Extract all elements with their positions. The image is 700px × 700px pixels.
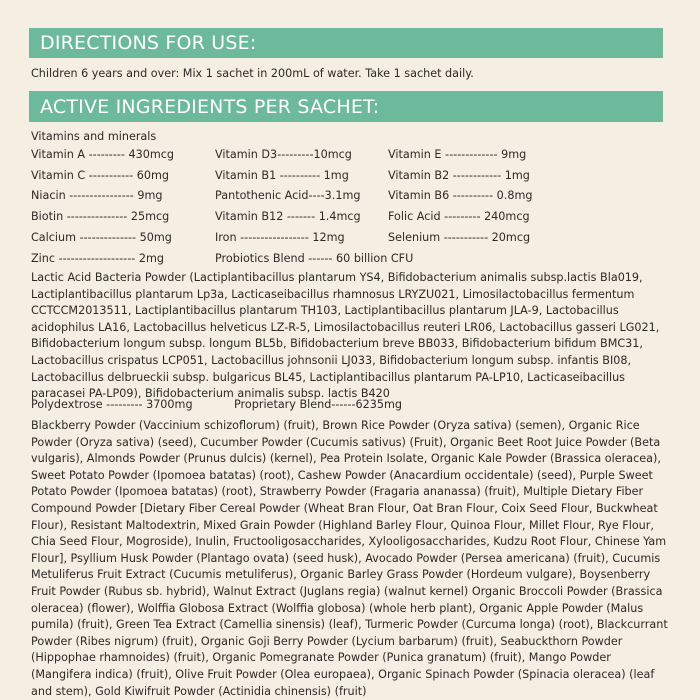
probiotics-ingredients-text: Lactic Acid Bacteria Powder (Lactiplantibacillus plantarum YS4, Bifidobacterium animalis subsp.lactis Bla019, Lactiplantibacillus plantarum Lp3a, Lacticaseibacillus rhamnosus LRYZU021, Limosilactobacillus fermentum CCTCCM2013511, Lactiplantibacillus plantarum TH103, Lactiplantibacillus plantarum JLA-9, Lactobacillus acidophilus LA16, Lactobacillus helveticus LZ-R-5, Limosilactobacillus reuteri LR06, Lactobacillus gasseri LG021, Bifidobacterium longum subsp. longum BL5b, Bifidobacterium breve BB033, Bifidobacterium bifidum BMC31, Lactobacillus crispatus LCP051, Lactobacillus johnsonii LJ033, Bifidobacterium longum subsp. infantis BI08, Lactobacillus delbrueckii subsp. bulgaricus BL45, Lactiplantibacillus plantarum PA-LP10, Lacticaseibacillus paracasei PA-LP09), Bifidobacterium animalis subsp. lactis B420	[31, 271, 660, 401]
ingredients-heading: ACTIVE INGREDIENTS PER SACHET:	[29, 91, 663, 122]
vitamins-minerals-heading: Vitamins and minerals	[31, 130, 157, 143]
nutrient-probiotics-blend: Probiotics Blend ------ 60 billion CFU	[215, 252, 414, 265]
proprietary-blend-line: Proprietary Blend------6235mg	[234, 398, 403, 411]
blend-ingredients-text: Blackberry Powder (Vaccinium schizoflorum) (fruit), Brown Rice Powder (Oryza sativa) (semen), Organic Rice Powder (Oryza sativa) (seed), Cucumber Powder (Cucumis sativus) (Fruit), Organic Beet Root Juice Powder (Beta vulgaris), Almonds Powder (Prunus dulcis) (kernel), Pea Protein Isolate, Organic Kale Powder (Brassica oleracea), Sweet Potato Powder (Ipomoea batatas) (root), Cashew Powder (Anacardium occidentale) (seed), Purple Sweet Potato Powder (Ipomoea batatas) (root), Strawberry Powder (Fragaria ananassa) (fruit), Multiple Dietary Fiber Compound Powder [Dietary Fiber Cereal Powder (Wheat Bran Flour, Oat Bran Flour, Coix Seed Flour, Buckwheat Flour), Resistant Maltodextrin, Mixed Grain Powder (Highland Barley Flour, Quinoa Flour, Millet Flour, Rye Flour, Chia Seed Flour, Mogroside), Inulin, Fructooligosaccharides, Xylooligosaccharides, Kudzu Root Flour, Chinese Yam Flour], Psyllium Husk Powder (Plantago ovata) (seed husk), Avocado Powder (Persea americana) (fruit), Cucumis Metuliferus Fruit Extract (Cucumis metuliferus), Organic Barley Grass Powder (Hordeum vulgare), Boysenberry Fruit Powder (Rubus sb. hybrid), Walnut Extract (Juglans regia) (walnut kernel) Organic Broccoli Powder (Brassica oleracea) (flower), Wolffia Globosa Extract (Wolffia globosa) (whole herb plant), Organic Apple Powder (Malus pumila) (fruit), Green Tea Extract (Camellia sinensis) (leaf), Turmeric Powder (Curcuma longa) (root), Blackcurrant Powder (Ribes nigrum) (fruit), Organic Goji Berry Powder (Lycium barbarum) (fruit), Seabuckthorn Powder (Hippophae rhamnoides) (fruit), Organic Pomegranate Powder (Punica granatum) (fruit), Mango Powder (Mangifera indica) (fruit), Olive Fruit Powder (Olea europaea), Organic Spinach Powder (Spinacia oleracea) (leaf and stem), Gold Kiwifruit Powder (Actinidia chinensis) (fruit)	[31, 419, 668, 698]
nutrient-zinc: Zinc ------------------- 2mg	[31, 252, 164, 265]
nutrient-vitamin-d3: Vitamin D3---------10mcg	[215, 148, 352, 161]
nutrient-selenium: Selenium ----------- 20mcg	[388, 231, 531, 244]
nutrient-folic-acid: Folic Acid --------- 240mcg	[388, 210, 530, 223]
nutrient-vitamin-e: Vitamin E ------------- 9mg	[388, 148, 527, 161]
nutrient-calcium: Calcium -------------- 50mg	[31, 231, 172, 244]
nutrient-vitamin-b6: Vitamin B6 ---------- 0.8mg	[388, 189, 533, 202]
nutrient-niacin: Niacin ---------------- 9mg	[31, 189, 163, 202]
nutrient-biotin: Biotin --------------- 25mcg	[31, 210, 170, 223]
directions-text: Children 6 years and over: Mix 1 sachet in 200mL of water. Take 1 sachet daily.	[31, 67, 474, 80]
nutrient-pantothenic-acid: Pantothenic Acid----3.1mg	[215, 189, 361, 202]
nutrient-vitamin-b2: Vitamin B2 ------------ 1mg	[388, 169, 530, 182]
nutrient-vitamin-b12: Vitamin B12 ------- 1.4mcg	[215, 210, 361, 223]
polydextrose-line: Polydextrose --------- 3700mg	[31, 398, 193, 411]
nutrient-vitamin-a: Vitamin A --------- 430mcg	[31, 148, 175, 161]
directions-heading: DIRECTIONS FOR USE:	[29, 28, 663, 58]
nutrient-vitamin-c: Vitamin C ----------- 60mg	[31, 169, 169, 182]
nutrient-vitamin-b1: Vitamin B1 ---------- 1mg	[215, 169, 349, 182]
nutrient-iron: Iron ----------------- 12mg	[215, 231, 345, 244]
